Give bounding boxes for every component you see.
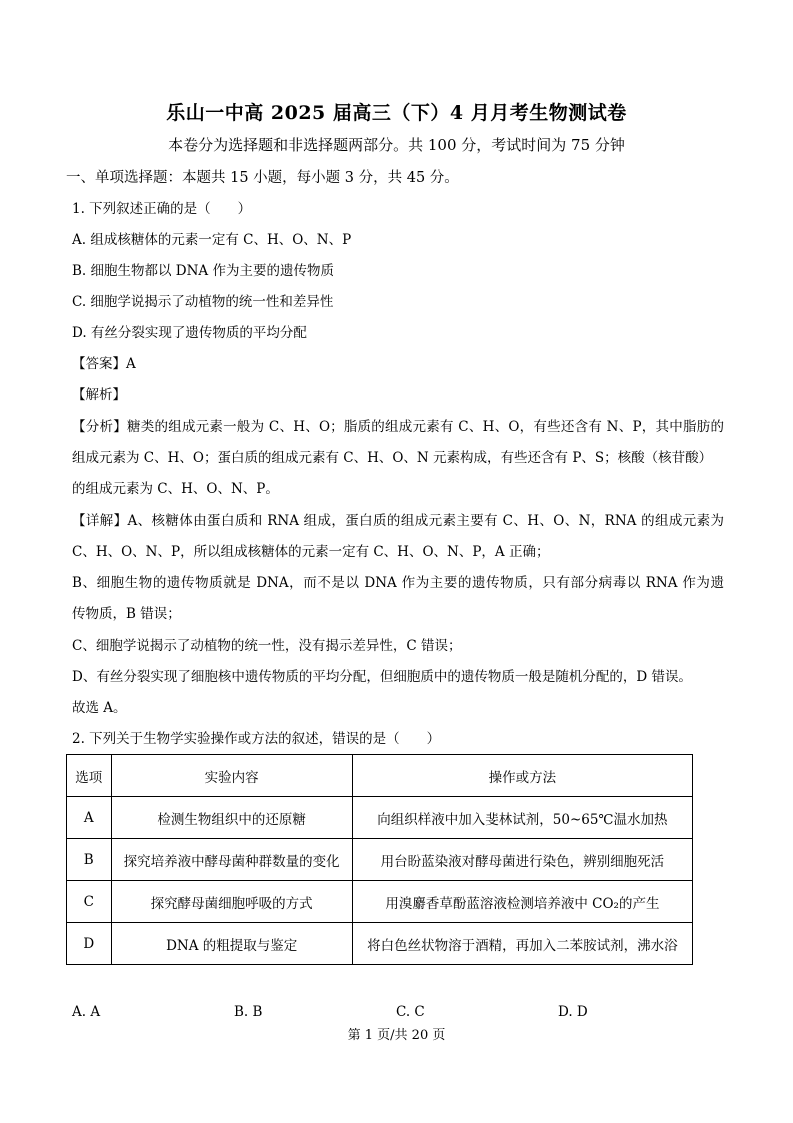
section-heading: 一、单项选择题：本题共 15 小题，每小题 3 分，共 45 分。 bbox=[66, 170, 459, 186]
table-cell: D bbox=[67, 923, 112, 965]
question-1-option-b: B. 细胞生物都以 DNA 作为主要的遗传物质 bbox=[72, 263, 334, 279]
question-2-option-a: A. A bbox=[72, 1004, 101, 1020]
page-subtitle: 本卷分为选择题和非选择题两部分。共 100 分，考试时间为 75 分钟 bbox=[168, 136, 625, 154]
detail-line: C、H、O、N、P，所以组成核糖体的元素一定有 C、H、O、N、P，A 正确； bbox=[72, 544, 550, 560]
table-row bbox=[67, 923, 693, 965]
detail-line: B、细胞生物的遗传物质就是 DNA，而不是以 DNA 作为主要的遗传物质，只有部分病毒以 RNA 作为遗 bbox=[72, 575, 724, 591]
question-2-option-c: C. C bbox=[396, 1004, 425, 1020]
page-title: 乐山一中高 2025 届高三（下）4 月月考生物测试卷 bbox=[166, 102, 627, 124]
table-header-cell: 实验内容 bbox=[111, 755, 352, 797]
question-1-answer: 【答案】A bbox=[72, 356, 136, 372]
table-cell: 向组织样液中加入斐林试剂，50~65℃温水加热 bbox=[352, 797, 692, 839]
table-cell: 检测生物组织中的还原糖 bbox=[111, 797, 352, 839]
question-1-analysis-label: 【解析】 bbox=[72, 387, 126, 403]
table-cell: B bbox=[67, 839, 112, 881]
table-cell: DNA 的粗提取与鉴定 bbox=[111, 923, 352, 965]
page-number: 第 1 页/共 20 页 bbox=[347, 1028, 446, 1043]
question-2-option-d: D. D bbox=[558, 1004, 588, 1020]
table-row bbox=[67, 839, 693, 881]
table-cell: 用溴麝香草酚蓝溶液检测培养液中 CO₂的产生 bbox=[352, 881, 692, 923]
table-cell: A bbox=[67, 797, 112, 839]
table-cell: 探究培养液中酵母菌种群数量的变化 bbox=[111, 839, 352, 881]
question-2-option-b: B. B bbox=[234, 1004, 263, 1020]
experiment-table bbox=[66, 754, 693, 965]
table-cell: 将白色丝状物溶于酒精，再加入二苯胺试剂，沸水浴 bbox=[352, 923, 692, 965]
detail-line: D、有丝分裂实现了细胞核中遗传物质的平均分配，但细胞质中的遗传物质一般是随机分配的，D 错误。 bbox=[72, 669, 692, 685]
question-1-option-a: A. 组成核糖体的元素一定有 C、H、O、N、P bbox=[72, 232, 352, 248]
analysis-line: 【分析】糖类的组成元素一般为 C、H、O；脂质的组成元素有 C、H、O，有些还含有 N、P，其中脂肪的 bbox=[72, 419, 724, 435]
table-row bbox=[67, 881, 693, 923]
table-cell: 探究酵母菌细胞呼吸的方式 bbox=[111, 881, 352, 923]
detail-line: 故选 A。 bbox=[72, 700, 127, 716]
question-1-stem: 1. 下列叙述正确的是（ ） bbox=[72, 201, 252, 217]
question-2-stem: 2. 下列关于生物学实验操作或方法的叙述，错误的是（ ） bbox=[72, 731, 441, 747]
table-cell: C bbox=[67, 881, 112, 923]
question-1-option-d: D. 有丝分裂实现了遗传物质的平均分配 bbox=[72, 325, 307, 341]
table-header-cell: 选项 bbox=[67, 755, 112, 797]
analysis-line: 的组成元素为 C、H、O、N、P。 bbox=[72, 481, 279, 497]
question-1-option-c: C. 细胞学说揭示了动植物的统一性和差异性 bbox=[72, 294, 334, 310]
detail-line: 传物质，B 错误； bbox=[72, 606, 181, 622]
table-header-cell: 操作或方法 bbox=[352, 755, 692, 797]
detail-line: 【详解】A、核糖体由蛋白质和 RNA 组成，蛋白质的组成元素主要有 C、H、O、N，RNA 的组成元素为 bbox=[72, 513, 724, 529]
question-2-options bbox=[72, 1004, 692, 1024]
analysis-line: 组成元素为 C、H、O；蛋白质的组成元素有 C、H、O、N 元素构成，有些还含有 P、S；核酸（核苷酸） bbox=[72, 450, 713, 466]
table-row bbox=[67, 797, 693, 839]
detail-line: C、细胞学说揭示了动植物的统一性，没有揭示差异性，C 错误； bbox=[72, 638, 462, 654]
table-header-row bbox=[67, 755, 693, 797]
table-cell: 用台盼蓝染液对酵母菌进行染色，辨别细胞死活 bbox=[352, 839, 692, 881]
